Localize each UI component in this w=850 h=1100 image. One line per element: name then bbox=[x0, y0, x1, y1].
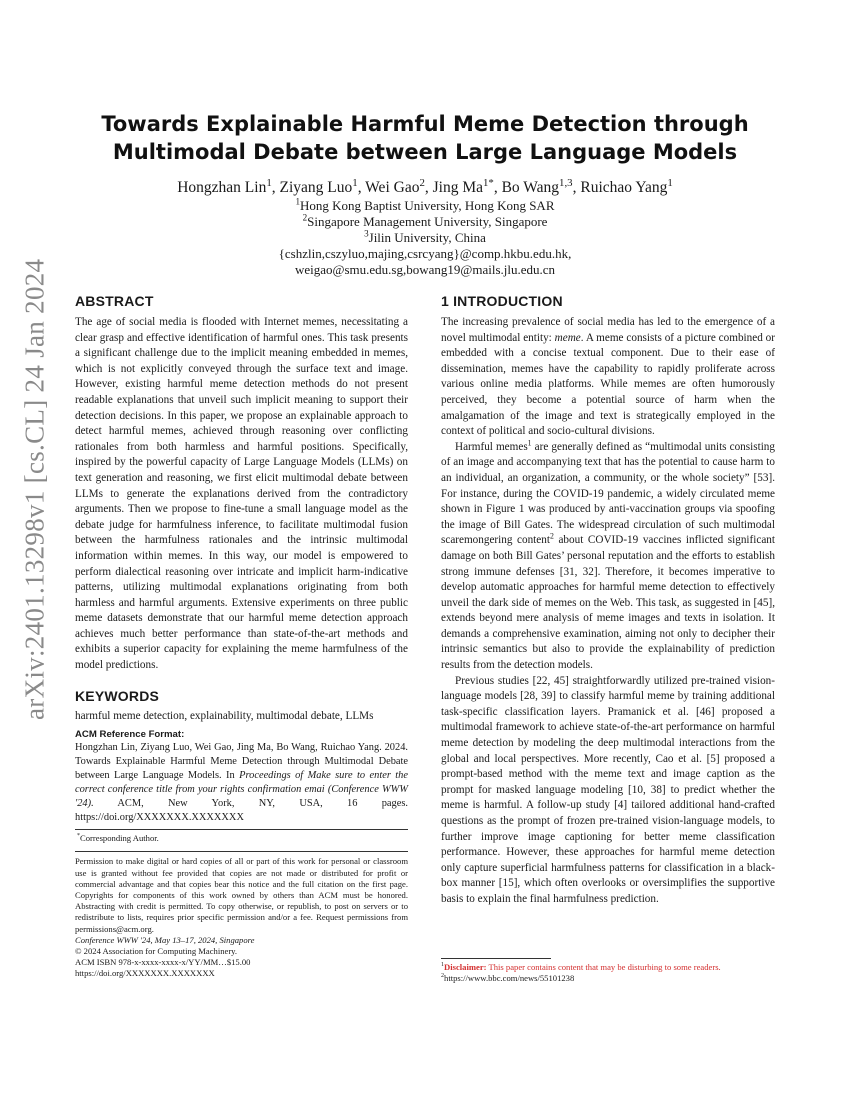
copyright-line: © 2024 Association for Computing Machinery. bbox=[75, 946, 238, 957]
left-column bbox=[75, 293, 408, 980]
author: Ziyang Luo bbox=[279, 179, 353, 196]
acm-reference-label: ACM Reference Format: bbox=[75, 729, 185, 741]
paper-title-line-2: Multimodal Debate between Large Language Models bbox=[112, 140, 738, 164]
author: Hongzhan Lin bbox=[177, 179, 267, 196]
intro-paragraph-2: Harmful memes$^1$ are generally defined as “multimodal units consisting of an image and accompanying text that has the potential to cause harm to an individual, an organization, a community, or the whole society” [53]. For instance, during the COVID-19 pandemic, a widely circulated meme shown in Figure 1 was produced by anti-vaccination groups via spoofing the image of Bill Gates. The widespread circulation of such multimodal scaremongering content$^2$ about COVID-19 vaccines inflicted significant damage on both Bill Gates’ personal reputation and the efforts to establish strong immune defenses [31, 32]. Therefore, it becomes imperative to develop automatic approaches for harmful meme detection to effectively unveil the dark side of memes on the Web. This task, as suggested in [45], extends beyond mere analysis of meme images and texts in isolation. It demands a comprehensive examination, aiming not only to decipher their intrinsic semantics but also to provide the explainability of prediction results from the detection models. bbox=[441, 438, 776, 672]
keywords-heading: KEYWORDS bbox=[75, 687, 160, 704]
abstract-heading: ABSTRACT bbox=[75, 293, 154, 309]
isbn-line: ACM ISBN 978-x-xxxx-xxxx-x/YY/MM…$15.00 bbox=[75, 957, 251, 968]
author-affiliation: 1,3 bbox=[559, 176, 573, 189]
corresponding-footnote: *Corresponding Author. bbox=[77, 833, 159, 844]
introduction-heading: 1 INTRODUCTION bbox=[441, 293, 563, 309]
author-affiliation: 1 bbox=[352, 176, 358, 189]
affiliation: $^1$Hong Kong Baptist University, Hong Kong SAR bbox=[295, 196, 555, 213]
conference-info: Conference WWW '24, May 13–17, 2024, Singapore bbox=[75, 934, 255, 945]
author-affiliation: 2 bbox=[419, 176, 425, 189]
permission-rule bbox=[75, 851, 408, 852]
email-line: {cshzlin,cszyluo,majing,csrcyang}@comp.hkbu.edu.hk, bbox=[278, 246, 572, 261]
author: Jing Ma bbox=[432, 179, 483, 196]
keywords-text: harmful meme detection, explainability, multimodal debate, LLMs bbox=[75, 709, 374, 722]
page-footnotes bbox=[441, 958, 775, 984]
right-column bbox=[441, 293, 775, 908]
author: Bo Wang bbox=[501, 179, 560, 196]
author-list: Hongzhan Lin$^1$, Ziyang Luo$^1$, Wei Gao$^2$, Jing $Ma^{1*}$, Bo Wang$^{1,3}$, Ruichao Yang$^1$ bbox=[177, 176, 673, 196]
author-affiliation: 1* bbox=[483, 176, 494, 189]
intro-paragraph-3: Previous studies [22, 45] straightforwardly utilized pre-trained vision-language models [28, 39] to classify harmful meme by training additional task-specific classification layers. Pramanick et al. [46] proposed a multimodal framework to achieve state-of-the-art performance on harmful meme detection by modeling the deep multimodal interactions from the global and local perspectives. More recently, Cao et al. [5] proposed a prompt-based method with the meme text and image caption as the prompt for masked language modeling [10, 38] to predict whether the meme is harmful. A follow-up study [4] tailored additional hand-crafted questions as the prompt of frozen pre-trained vision-language models, to further improve image captioning for better meme classification performance. However, these approaches for harmful meme detection only capture superficial harmfulness patterns for classification in a black-box manner [15], which often overlooks or oversimplifies the supportive basis to explain the final harmfulness prediction. bbox=[441, 674, 775, 905]
email-line: weigao@smu.edu.sg,bowang19@mails.jlu.edu.cn bbox=[294, 262, 556, 277]
acm-reference-text: Hongzhan Lin, Ziyang Luo, Wei Gao, Jing Ma, Bo Wang, Ruichao Yang. 2024. Towards Explainable Harmful Meme Detection through Multimodal Debate between Large Language Models. In Proceedings of Make sure to enter the correct conference title from your rights confirmation emai (Conference WWW '24). ACM, New York, NY, USA, 16 pages. https://doi.org/XXXXXXX.XXXXXXX bbox=[75, 742, 408, 824]
footnote-rule bbox=[441, 958, 551, 959]
arxiv-stamp: arXiv:2401.13298v1 [cs.CL] 24 Jan 2024 bbox=[19, 258, 50, 720]
abstract-text: The age of social media is flooded with Internet memes, necessitating a clear grasp and effective identification of harmful ones. This task presents a significant challenge due to the implicit meaning embedded in memes, which is not explicitly conveyed through the surface text and image. However, existing harmful meme detection methods do not present readable explanations that unveil such implicit meaning to support their detection decisions. In this paper, we propose an explainable approach to detect harmful memes, achieved through reasoning over conflicting rationales from both harmless and harmful positions. Specifically, inspired by the powerful capacity of Large Language Models (LLMs) on text generation and reasoning, we first elicit multimodal debate between LLMs to generate the explanations derived from the contradictory arguments. Then we propose to fine-tune a small language model as the debate judge for harmfulness inference, to facilitate multimodal fusion between the harmfulness rationales and the intrinsic multimodal information within memes. In this way, our model is empowered to perform dialectical reasoning over intricate and implicit harm-indicative patterns, utilizing multimodal explanations originating from both harmless and harmful arguments. Extensive experiments on three public meme datasets demonstrate that our harmful meme detection approach achieves much better performance than state-of-the-art methods and exhibits a superior capacity for explaining the meme harmfulness of the model predictions. bbox=[75, 316, 408, 672]
affiliation: $^2$Singapore Management University, Singapore bbox=[302, 212, 548, 229]
author: Wei Gao bbox=[365, 179, 420, 196]
footnote-url[interactable]: $^2$https://www.bbc.com/news/55101238 bbox=[441, 973, 575, 984]
title-block bbox=[80, 110, 770, 278]
affiliation: $^3$Jilin University, China bbox=[364, 228, 486, 245]
author-affiliation: 1 bbox=[667, 176, 673, 189]
paper-title-line-1: Towards Explainable Harmful Meme Detection through bbox=[101, 112, 749, 136]
footnote-rule bbox=[75, 829, 408, 830]
permission-notice: Permission to make digital or hard copies of all or part of this work for personal or classroom use is granted without fee provided that copies are not made or distributed for profit or commercial advantage and that copies bear this notice and the full citation on the first page. Copyrights for components of this work owned by others than ACM must be honored. Abstracting with credit is permitted. To copy otherwise, or republish, to post on servers or to redistribute to lists, requires prior specific permission and/or a fee. Request permissions from permissions@acm.org. bbox=[75, 856, 408, 934]
doi-link[interactable]: https://doi.org/XXXXXXX.XXXXXXX bbox=[75, 968, 215, 979]
footnote-disclaimer: $^1$Disclaimer: This paper contains content that may be disturbing to some readers. bbox=[441, 962, 721, 972]
intro-paragraph-1: The increasing prevalence of social media has led to the emergence of a novel multimodal entity: meme. A meme consists of a picture combined or embedded with a concise textual component. Due to their ease of dissemination, memes have the capability to rapidly proliferate across various online media platforms. While memes are often humorously perceived, they become a potential source of harm when the amalgamation of the image and text is strategically employed in the context of political and socio-cultural divisions. bbox=[441, 316, 775, 438]
author-affiliation: 1 bbox=[266, 176, 272, 189]
author: Ruichao Yang bbox=[580, 179, 668, 196]
